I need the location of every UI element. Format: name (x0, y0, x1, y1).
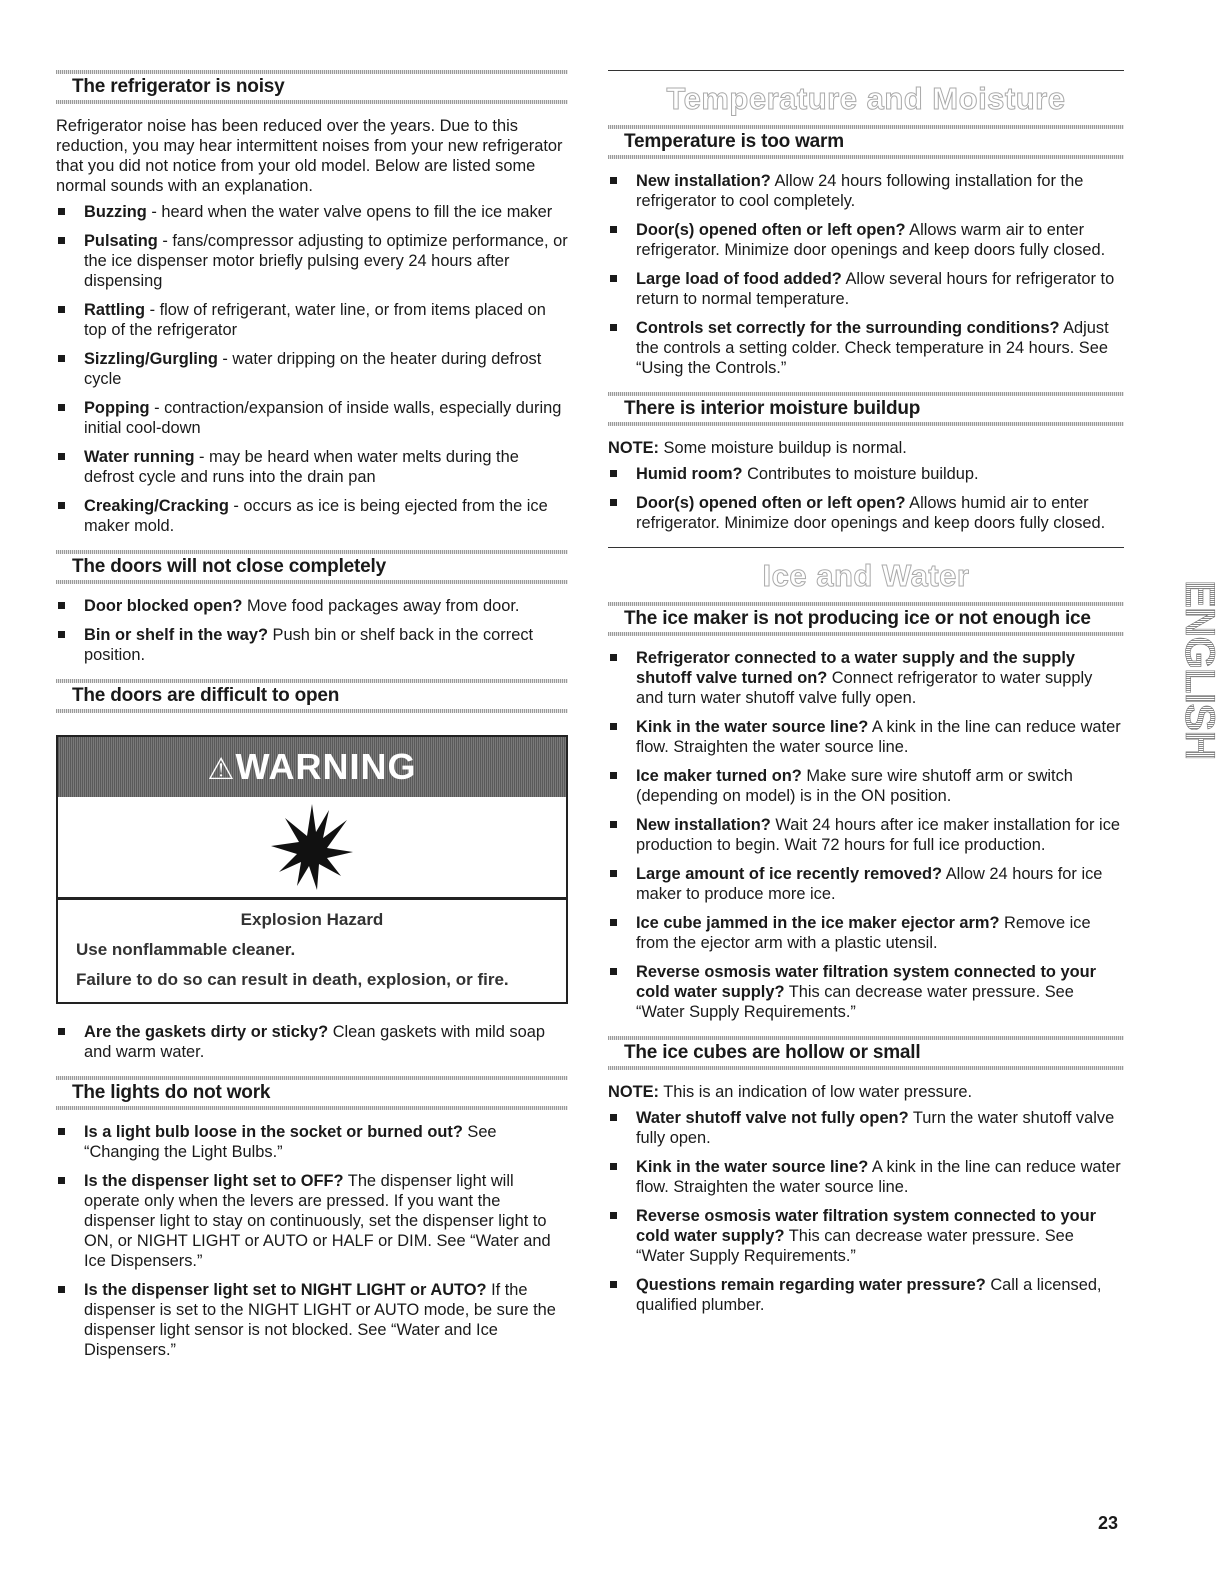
list-item: Kink in the water source line? A kink in the line can reduce water flow. Straighten the water source line. (608, 717, 1124, 757)
warning-triangle-icon: ⚠ (207, 753, 236, 786)
list-item: Humid room? Contributes to moisture buildup. (608, 464, 1124, 484)
list-item: Ice maker turned on? Make sure wire shutoff arm or switch (depending on model) is in the ON position. (608, 766, 1124, 806)
bullet-list (608, 1108, 1124, 1315)
list-item: Sizzling/Gurgling - water dripping on the heater during defrost cycle (56, 349, 568, 389)
note: NOTE: Some moisture buildup is normal. (608, 439, 907, 457)
section-heading: Temperature is too warm (608, 125, 1124, 159)
list-item: Is the dispenser light set to OFF? The dispenser light will operate only when the levers are pressed. If you want the dispenser light to stay on continuously, set the dispenser light to ON, or NIGHT LIGHT or AUTO or HALF or DIM. See “Water and Ice Dispensers.” (56, 1171, 568, 1271)
right-column (608, 70, 1124, 1329)
list-item: Questions remain regarding water pressure? Call a licensed, qualified plumber. (608, 1275, 1124, 1315)
note: NOTE: This is an indication of low water pressure. (608, 1083, 973, 1101)
section-heading: The lights do not work (56, 1076, 568, 1110)
side-tab-text: ENGLISH (1177, 580, 1224, 760)
list-item: Is the dispenser light set to NIGHT LIGHT or AUTO? If the dispenser is set to the NIGHT LIGHT or AUTO mode, be sure the dispenser light sensor is not blocked. See “Water and Ice Dispensers.” (56, 1280, 568, 1360)
list-item: Is a light bulb loose in the socket or burned out? See “Changing the Light Bulbs.” (56, 1122, 568, 1162)
list-item: Large load of food added? Allow several hours for refrigerator to return to normal temperature. (608, 269, 1124, 309)
section-title: Temperature and Moisture (608, 70, 1124, 123)
page-number: 23 (1098, 1513, 1119, 1533)
warning-hazard: Explosion Hazard (240, 910, 384, 929)
list-item: New installation? Allow 24 hours following installation for the refrigerator to cool completely. (608, 171, 1124, 211)
section-heading: The ice maker is not producing ice or not enough ice (608, 602, 1124, 636)
list-item: Controls set correctly for the surrounding conditions? Adjust the controls a setting colder. Check temperature in 24 hours. See “Using the Controls.” (608, 318, 1124, 378)
list-item: Buzzing - heard when the water valve opens to fill the ice maker (56, 202, 568, 222)
list-item: Popping - contraction/expansion of inside walls, especially during initial cool-down (56, 398, 568, 438)
list-item: New installation? Wait 24 hours after ice maker installation for ice production to begin. Wait 72 hours for full ice production. (608, 815, 1124, 855)
list-item: Creaking/Cracking - occurs as ice is being ejected from the ice maker mold. (56, 496, 568, 536)
english-side-tab (1152, 578, 1224, 760)
warning-title: WARNING (235, 746, 417, 787)
section-heading: The doors are difficult to open (56, 679, 568, 713)
bullet-list (56, 1122, 568, 1360)
bullet-list (56, 1022, 568, 1062)
list-item: Are the gaskets dirty or sticky? Clean gaskets with mild soap and warm water. (56, 1022, 568, 1062)
left-column (56, 70, 568, 1374)
list-item: Bin or shelf in the way? Push bin or shelf back in the correct position. (56, 625, 568, 665)
intro-paragraph: Refrigerator noise has been reduced over the years. Due to this reduction, you may hear intermittent noises from your new refrigerator that you did not notice from your old model. Below are listed some normal sounds with an explanation. (56, 117, 563, 195)
list-item: Rattling - flow of refrigerant, water line, or from items placed on top of the refrigerator (56, 300, 568, 340)
list-item: Kink in the water source line? A kink in the line can reduce water flow. Straighten the water source line. (608, 1157, 1124, 1197)
explosion-icon (58, 797, 566, 897)
warning-banner (58, 737, 566, 797)
section-heading: The refrigerator is noisy (56, 70, 568, 104)
bullet-list (608, 464, 1124, 533)
list-item: Door blocked open? Move food packages away from door. (56, 596, 568, 616)
bullet-list (608, 648, 1124, 1022)
list-item: Ice cube jammed in the ice maker ejector arm? Remove ice from the ejector arm with a plastic utensil. (608, 913, 1124, 953)
list-item: Water shutoff valve not fully open? Turn the water shutoff valve fully open. (608, 1108, 1124, 1148)
bullet-list (608, 171, 1124, 378)
bullet-list (56, 596, 568, 665)
section-title: Ice and Water (608, 547, 1124, 600)
list-item: Large amount of ice recently removed? Allow 24 hours for ice maker to produce more ice. (608, 864, 1124, 904)
list-item: Door(s) opened often or left open? Allows warm air to enter refrigerator. Minimize door openings and keep doors fully closed. (608, 220, 1124, 260)
list-item: Door(s) opened often or left open? Allows humid air to enter refrigerator. Minimize door openings and keep doors fully closed. (608, 493, 1124, 533)
bullet-list (56, 202, 568, 536)
section-heading: The doors will not close completely (56, 550, 568, 584)
list-item: Reverse osmosis water filtration system connected to your cold water supply? This can decrease water pressure. See “Water Supply Requirements.” (608, 962, 1124, 1022)
section-heading: The ice cubes are hollow or small (608, 1036, 1124, 1070)
list-item: Water running - may be heard when water melts during the defrost cycle and runs into the drain pan (56, 447, 568, 487)
warning-line: Failure to do so can result in death, explosion, or fire. (76, 970, 509, 989)
list-item: Refrigerator connected to a water supply and the supply shutoff valve turned on? Connect refrigerator to water supply and turn water shutoff valve fully open. (608, 648, 1124, 708)
list-item: Reverse osmosis water filtration system connected to your cold water supply? This can decrease water pressure. See “Water Supply Requirements.” (608, 1206, 1124, 1266)
warning-body (58, 897, 566, 1002)
warning-box (56, 735, 568, 1004)
list-item: Pulsating - fans/compressor adjusting to optimize performance, or the ice dispenser motor briefly pulsing every 24 hours after dispensing (56, 231, 568, 291)
warning-line: Use nonflammable cleaner. (76, 940, 296, 959)
section-heading: There is interior moisture buildup (608, 392, 1124, 426)
